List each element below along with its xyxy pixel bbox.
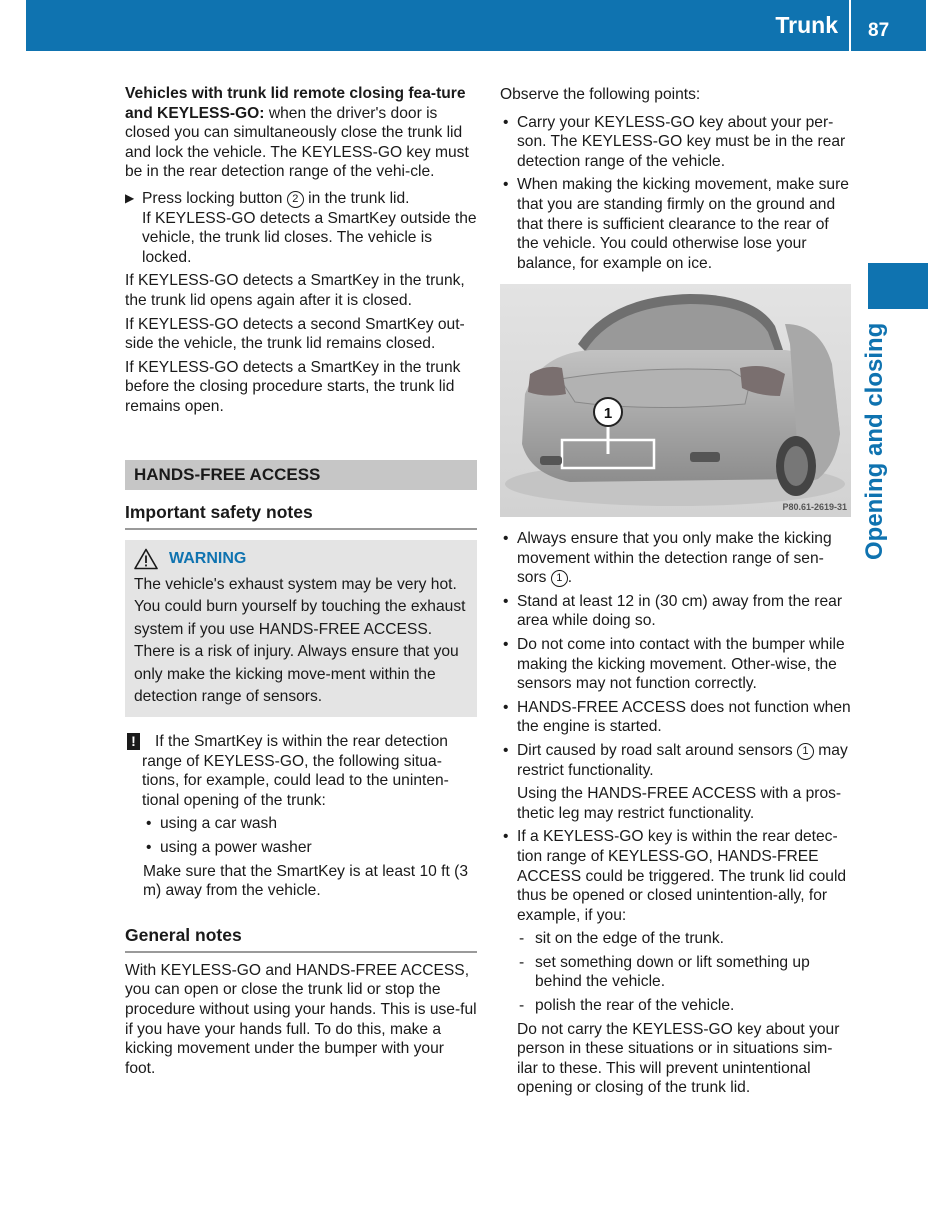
general-heading: General notes — [125, 925, 477, 953]
locking-button-callout: 2 — [287, 191, 304, 208]
list-item — [500, 741, 852, 780]
list-item: • Do not come into contact with the bumper while making the kicking movement. Other-wise, the sensors may not function correctly. — [500, 635, 852, 694]
list-item — [500, 529, 852, 588]
list-item: • When making the kicking movement, make sure that you are standing firmly on the ground and that there is sufficient clearance to the rear of the vehicle. You could otherwise lose your balance, for example on ice. — [500, 175, 852, 273]
observe-text: Observe the following points: — [500, 86, 701, 103]
photo-callout-label: 1 — [603, 405, 613, 422]
page-number: 87 — [868, 20, 890, 41]
dash-item: - set something down or lift something up behind the vehicle. — [517, 953, 852, 992]
page-title: Trunk — [775, 12, 838, 38]
list-item-text: . — [567, 569, 573, 587]
paragraph: If KEYLESS-GO detects a SmartKey in the trunk, the trunk lid opens again after it is closed. — [125, 272, 465, 309]
car-rear-photo — [500, 284, 851, 517]
list-item-text: Always ensure that you only make the kicking movement within the detection range of sen-sors — [517, 530, 832, 587]
step-arrow-icon: ▶ — [125, 190, 135, 205]
general-text: With KEYLESS-GO and HANDS-FREE ACCESS, you can open or close the trunk lid or stop the procedure without using your hands. This is use-ful if you have your hands full. To do this, make a kicking movement under the bumper with your foot. — [125, 961, 477, 1077]
paragraph: If KEYLESS-GO detects a second SmartKey out-side the vehicle, the trunk lid remains closed. — [125, 315, 465, 353]
left-column — [125, 84, 477, 1078]
note-exclamation-icon: ! — [127, 733, 140, 750]
section-tab-marker — [868, 263, 928, 309]
list-item: • If a KEYLESS-GO key is within the rear detec-tion range of KEYLESS-GO, HANDS-FREE ACCESS could be triggered. The trunk lid could thus be opened or closed unintention-ally, for example, if you: — [500, 827, 852, 925]
note-footer: Make sure that the SmartKey is at least 10 ft (3 m) away from the vehicle. — [143, 862, 469, 900]
header-divider — [849, 0, 851, 51]
intro-text: when the driver's door is closed you can simultaneously close the trunk lid and lock the vehicle. The KEYLESS-GO key must be in the rear detection range of the vehi-cle. — [125, 104, 469, 181]
note-text-wrap — [125, 732, 477, 810]
instruction-step — [125, 189, 477, 267]
warning-triangle-icon — [134, 548, 158, 570]
list-item: • Carry your KEYLESS-GO key about your per-son. The KEYLESS-GO key must be in the rear detection range of the vehicle. — [500, 113, 852, 172]
list-item: • using a car wash — [143, 814, 477, 834]
step-result: If KEYLESS-GO detects a SmartKey outside the vehicle, the trunk lid closes. The vehicle is locked. — [142, 209, 477, 266]
warning-title — [169, 550, 468, 568]
dash-list — [500, 929, 852, 1015]
safety-heading: Important safety notes — [125, 502, 477, 530]
list-item-footer: Do not carry the KEYLESS-GO key about your person in these situations or in situations sim-ilar to these. This will prevent unintentional opening or closing of the trunk lid. — [517, 1020, 840, 1097]
note-block — [125, 732, 477, 901]
list-item: • using a power washer — [143, 838, 477, 858]
section-tab-label: Opening and closing — [861, 322, 888, 560]
note-text: If the SmartKey is within the rear detection range of KEYLESS-GO, the following situa-tions, for example, could lead to the uninten-tional opening of the trunk: — [142, 733, 449, 809]
sensor-callout: 1 — [797, 743, 814, 760]
list-item-extra: Using the HANDS-FREE ACCESS with a pros-thetic leg may restrict functionality. — [517, 785, 842, 822]
step-text-pre: Press locking button — [142, 189, 287, 207]
intro-paragraph — [125, 84, 477, 182]
right-column-top — [500, 85, 852, 273]
list-item-text: may restrict functionality. — [517, 741, 848, 779]
figure-code: P80.61-2619-31 — [782, 502, 847, 512]
step-text-post: in the trunk lid. — [303, 189, 410, 207]
warning-title-text: WARNING — [169, 549, 247, 567]
warning-text: The vehicle's exhaust system may be very hot. You could burn yourself by touching the exhaust system if you use HANDS-FREE ACCESS. There is a risk of injury. Always ensure that you only make the kicking move-ment within the detection range of sensors. — [134, 575, 466, 706]
warning-box — [125, 540, 477, 718]
list-item: • HANDS-FREE ACCESS does not function when the engine is started. — [500, 698, 852, 737]
dash-item: - polish the rear of the vehicle. — [517, 996, 852, 1016]
section-heading: HANDS-FREE ACCESS — [125, 460, 477, 490]
note-list — [125, 814, 477, 857]
sensor-callout: 1 — [551, 570, 568, 587]
list-item-text: Dirt caused by road salt around sensors — [517, 741, 797, 759]
dash-item: - sit on the edge of the trunk. — [517, 929, 852, 949]
paragraph: If KEYLESS-GO detects a SmartKey in the trunk before the closing procedure starts, the trunk lid remains open. — [125, 358, 461, 415]
right-column-bottom — [500, 529, 852, 1098]
car-illustration — [500, 284, 851, 517]
list-item: • Stand at least 12 in (30 cm) away from the rear area while doing so. — [500, 592, 852, 631]
intro-bold: Vehicles with trunk lid remote closing fea-ture and KEYLESS-GO: — [125, 85, 466, 122]
